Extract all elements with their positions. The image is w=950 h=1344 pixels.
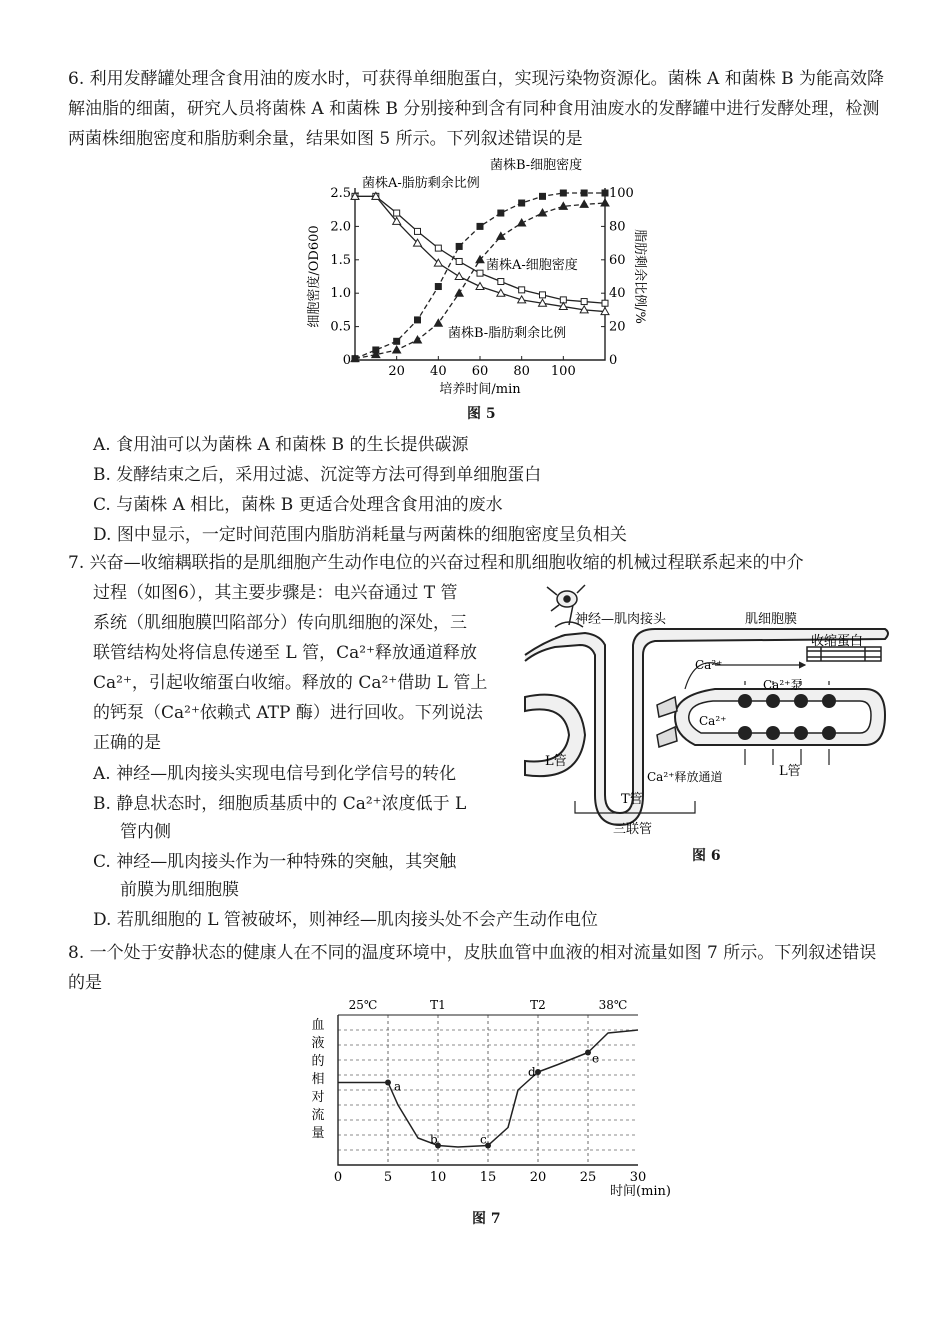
data-point bbox=[394, 210, 400, 216]
label-ca-2: Ca²⁺ bbox=[699, 714, 727, 728]
y-left-tick-label: 2.5 bbox=[330, 186, 351, 201]
q6-option-c: C. 与菌株 A 相比，菌株 B 更适合处理含食用油的废水 bbox=[93, 495, 503, 515]
data-point bbox=[497, 232, 505, 239]
contractile-protein-icon bbox=[807, 647, 881, 661]
data-point bbox=[393, 346, 401, 353]
point-e bbox=[585, 1050, 591, 1056]
data-point bbox=[455, 289, 463, 296]
q6-option-b: B. 发酵结束之后，采用过滤、沉淀等方法可得到单细胞蛋白 bbox=[93, 465, 542, 485]
data-point bbox=[580, 200, 588, 207]
y-axis-label-char: 流 bbox=[311, 1108, 325, 1123]
data-point bbox=[581, 190, 587, 196]
q7-stem-line: 系统（肌细胞膜凹陷部分）传向肌细胞的深处，三 bbox=[93, 613, 467, 633]
label-ltube-right: L管 bbox=[779, 764, 801, 779]
label-membrane: 肌细胞膜 bbox=[745, 612, 798, 627]
point-label-c: c bbox=[480, 1132, 487, 1147]
annotation-label: 菌株B-细胞密度 bbox=[490, 158, 583, 173]
figure6-caption: 图 6 bbox=[692, 848, 721, 864]
data-point bbox=[498, 279, 504, 285]
data-point bbox=[540, 193, 546, 199]
data-point bbox=[602, 300, 608, 306]
annotation-label: 菌株A-细胞密度 bbox=[486, 258, 578, 273]
y-axis-label-char: 血 bbox=[311, 1018, 325, 1033]
data-point bbox=[498, 210, 504, 216]
y-axis-label-char: 的 bbox=[311, 1054, 325, 1069]
point-a bbox=[385, 1080, 391, 1086]
y-left-tick-label: 0 bbox=[342, 353, 351, 368]
q7-option-c-cont: 前膜为肌细胞膜 bbox=[120, 880, 239, 900]
data-point bbox=[394, 338, 400, 344]
x-tick-label: 60 bbox=[471, 364, 489, 379]
data-point bbox=[435, 284, 441, 290]
figure7-caption: 图 7 bbox=[472, 1211, 501, 1227]
point-label-d: d bbox=[528, 1065, 536, 1079]
y-right-tick-label: 20 bbox=[609, 319, 626, 335]
x-tick-label: 80 bbox=[513, 364, 530, 379]
region-label: 25℃ bbox=[348, 998, 378, 1012]
point-label-b: b bbox=[430, 1132, 438, 1147]
q7-stem-line: 正确的是 bbox=[93, 733, 161, 753]
figure7-chart bbox=[300, 995, 672, 1205]
data-point bbox=[455, 273, 463, 280]
data-point bbox=[560, 190, 566, 196]
q7-stem-line: 的钙泵（Ca²⁺依赖式 ATP 酶）进行回收。下列说法 bbox=[93, 703, 483, 723]
y-left-axis-label: 细胞密度/OD600 bbox=[307, 225, 322, 328]
x-tick-label: 100 bbox=[550, 364, 576, 379]
y-axis-label-char: 相 bbox=[311, 1072, 325, 1087]
x-axis-label: 培养时间/min bbox=[439, 382, 521, 397]
x-tick-label: 20 bbox=[529, 1170, 547, 1185]
release-channel-icon bbox=[657, 697, 677, 747]
q7-stem-line: 联管结构处将信息传递至 L 管，Ca²⁺释放通道释放 bbox=[93, 643, 478, 663]
data-point bbox=[415, 228, 421, 234]
point-label-e: e bbox=[592, 1051, 600, 1066]
label-ttube: T管 bbox=[621, 792, 643, 807]
y-left-tick-label: 1.0 bbox=[330, 286, 351, 302]
annotation-label: 菌株B-脂肪剩余比例 bbox=[448, 326, 567, 341]
point-label-a: a bbox=[394, 1079, 402, 1094]
x-tick-label: 0 bbox=[333, 1170, 343, 1185]
region-label: 38℃ bbox=[598, 998, 628, 1012]
y-left-tick-label: 1.5 bbox=[330, 252, 351, 268]
data-point bbox=[581, 299, 587, 305]
label-ca: Ca²⁺ bbox=[695, 658, 723, 672]
q7-option-a: A. 神经—肌肉接头实现电信号到化学信号的转化 bbox=[93, 764, 457, 784]
y-right-tick-label: 40 bbox=[609, 286, 626, 302]
data-point bbox=[477, 223, 483, 229]
data-point bbox=[456, 243, 462, 249]
label-triad: 三联管 bbox=[613, 822, 653, 837]
label-ltube-left: L管 bbox=[545, 754, 567, 769]
q7-stem-line: Ca²⁺，引起收缩蛋白收缩。释放的 Ca²⁺借助 L 管上 bbox=[93, 673, 488, 693]
figure6-diagram bbox=[525, 585, 895, 845]
figure5-chart bbox=[300, 155, 647, 397]
q7-option-d: D. 若肌细胞的 L 管被破坏，则神经—肌肉接头处不会产生动作电位 bbox=[93, 910, 598, 930]
data-point bbox=[414, 336, 422, 343]
q7-stem-line: 过程（如图6），其主要步骤是：电兴奋通过 T 管 bbox=[93, 583, 458, 603]
annotation-label: 菌株A-脂肪剩余比例 bbox=[362, 176, 480, 191]
data-point bbox=[519, 287, 525, 293]
data-point bbox=[519, 200, 525, 206]
y-left-tick-label: 0.5 bbox=[330, 319, 351, 335]
y-axis-label-char: 液 bbox=[311, 1036, 325, 1051]
y-right-tick-label: 60 bbox=[609, 252, 626, 268]
q7-stem-line1: 7. 兴奋—收缩耦联指的是肌细胞产生动作电位的兴奋过程和肌细胞收缩的机械过程联系起来的中介 bbox=[68, 553, 804, 573]
point-d bbox=[535, 1069, 541, 1075]
y-right-axis-label: 脂肪剩余比例/% bbox=[632, 229, 647, 324]
x-tick-label: 15 bbox=[479, 1170, 497, 1185]
q6-stem: 6. 利用发酵罐处理含食用油的废水时，可获得单细胞蛋白，实现污染物资源化。菌株 A 和菌株 B 为能高效降解油脂的细菌，研究人员将菌株 A 和菌株 B 分别接种到含有同种食用油废水的发酵罐中进行发酵处理，检测两菌株细胞密度和脂肪剩余量，结果如图 5 所示。下列叙述错误的是 bbox=[68, 69, 885, 149]
data-point bbox=[601, 199, 609, 206]
x-tick-label: 20 bbox=[388, 364, 405, 379]
x-tick-label: 25 bbox=[579, 1170, 597, 1185]
data-point bbox=[476, 283, 484, 290]
data-point bbox=[456, 258, 462, 264]
series-line-1 bbox=[355, 196, 605, 311]
label-pump: Ca²⁺泵 bbox=[763, 678, 803, 692]
region-label: T1 bbox=[430, 998, 446, 1012]
y-left-tick-label: 2.0 bbox=[330, 219, 351, 235]
q7-option-c: C. 神经—肌肉接头作为一种特殊的突触，其突触 bbox=[93, 852, 457, 872]
q6-option-a: A. 食用油可以为菌株 A 和菌株 B 的生长提供碳源 bbox=[93, 435, 469, 455]
figure5-caption: 图 5 bbox=[467, 406, 496, 422]
label-junction: 神经—肌肉接头 bbox=[575, 612, 667, 627]
y-axis-label-char: 对 bbox=[311, 1090, 325, 1105]
data-point bbox=[435, 245, 441, 251]
label-channel: Ca²⁺释放通道 bbox=[647, 770, 723, 784]
x-tick-label: 5 bbox=[383, 1170, 393, 1185]
data-point bbox=[518, 219, 526, 226]
y-right-tick-label: 80 bbox=[609, 219, 626, 235]
data-point bbox=[540, 292, 546, 298]
y-right-tick-label: 0 bbox=[609, 353, 618, 368]
x-tick-label: 40 bbox=[430, 364, 447, 379]
q8-stem: 8. 一个处于安静状态的健康人在不同的温度环境中，皮肤血管中血液的相对流量如图 7 所示。下列叙述错误的是 bbox=[68, 943, 877, 993]
x-tick-label: 10 bbox=[429, 1170, 447, 1185]
y-right-tick-label: 100 bbox=[609, 186, 634, 201]
x-tick-label: 30 bbox=[629, 1170, 647, 1185]
region-label: T2 bbox=[530, 998, 546, 1012]
x-axis-label: 时间(min) bbox=[610, 1184, 672, 1199]
y-axis-label-char: 量 bbox=[311, 1126, 325, 1141]
data-point bbox=[477, 270, 483, 276]
q7-option-b: B. 静息状态时，细胞质基质中的 Ca²⁺浓度低于 L bbox=[93, 794, 467, 814]
data-point bbox=[602, 190, 608, 196]
q6-option-d: D. 图中显示，一定时间范围内脂肪消耗量与两菌株的细胞密度呈负相关 bbox=[93, 525, 627, 545]
label-contractile: 收缩蛋白 bbox=[811, 634, 864, 649]
q7-option-b-cont: 管内侧 bbox=[120, 822, 171, 842]
data-point bbox=[415, 317, 421, 323]
